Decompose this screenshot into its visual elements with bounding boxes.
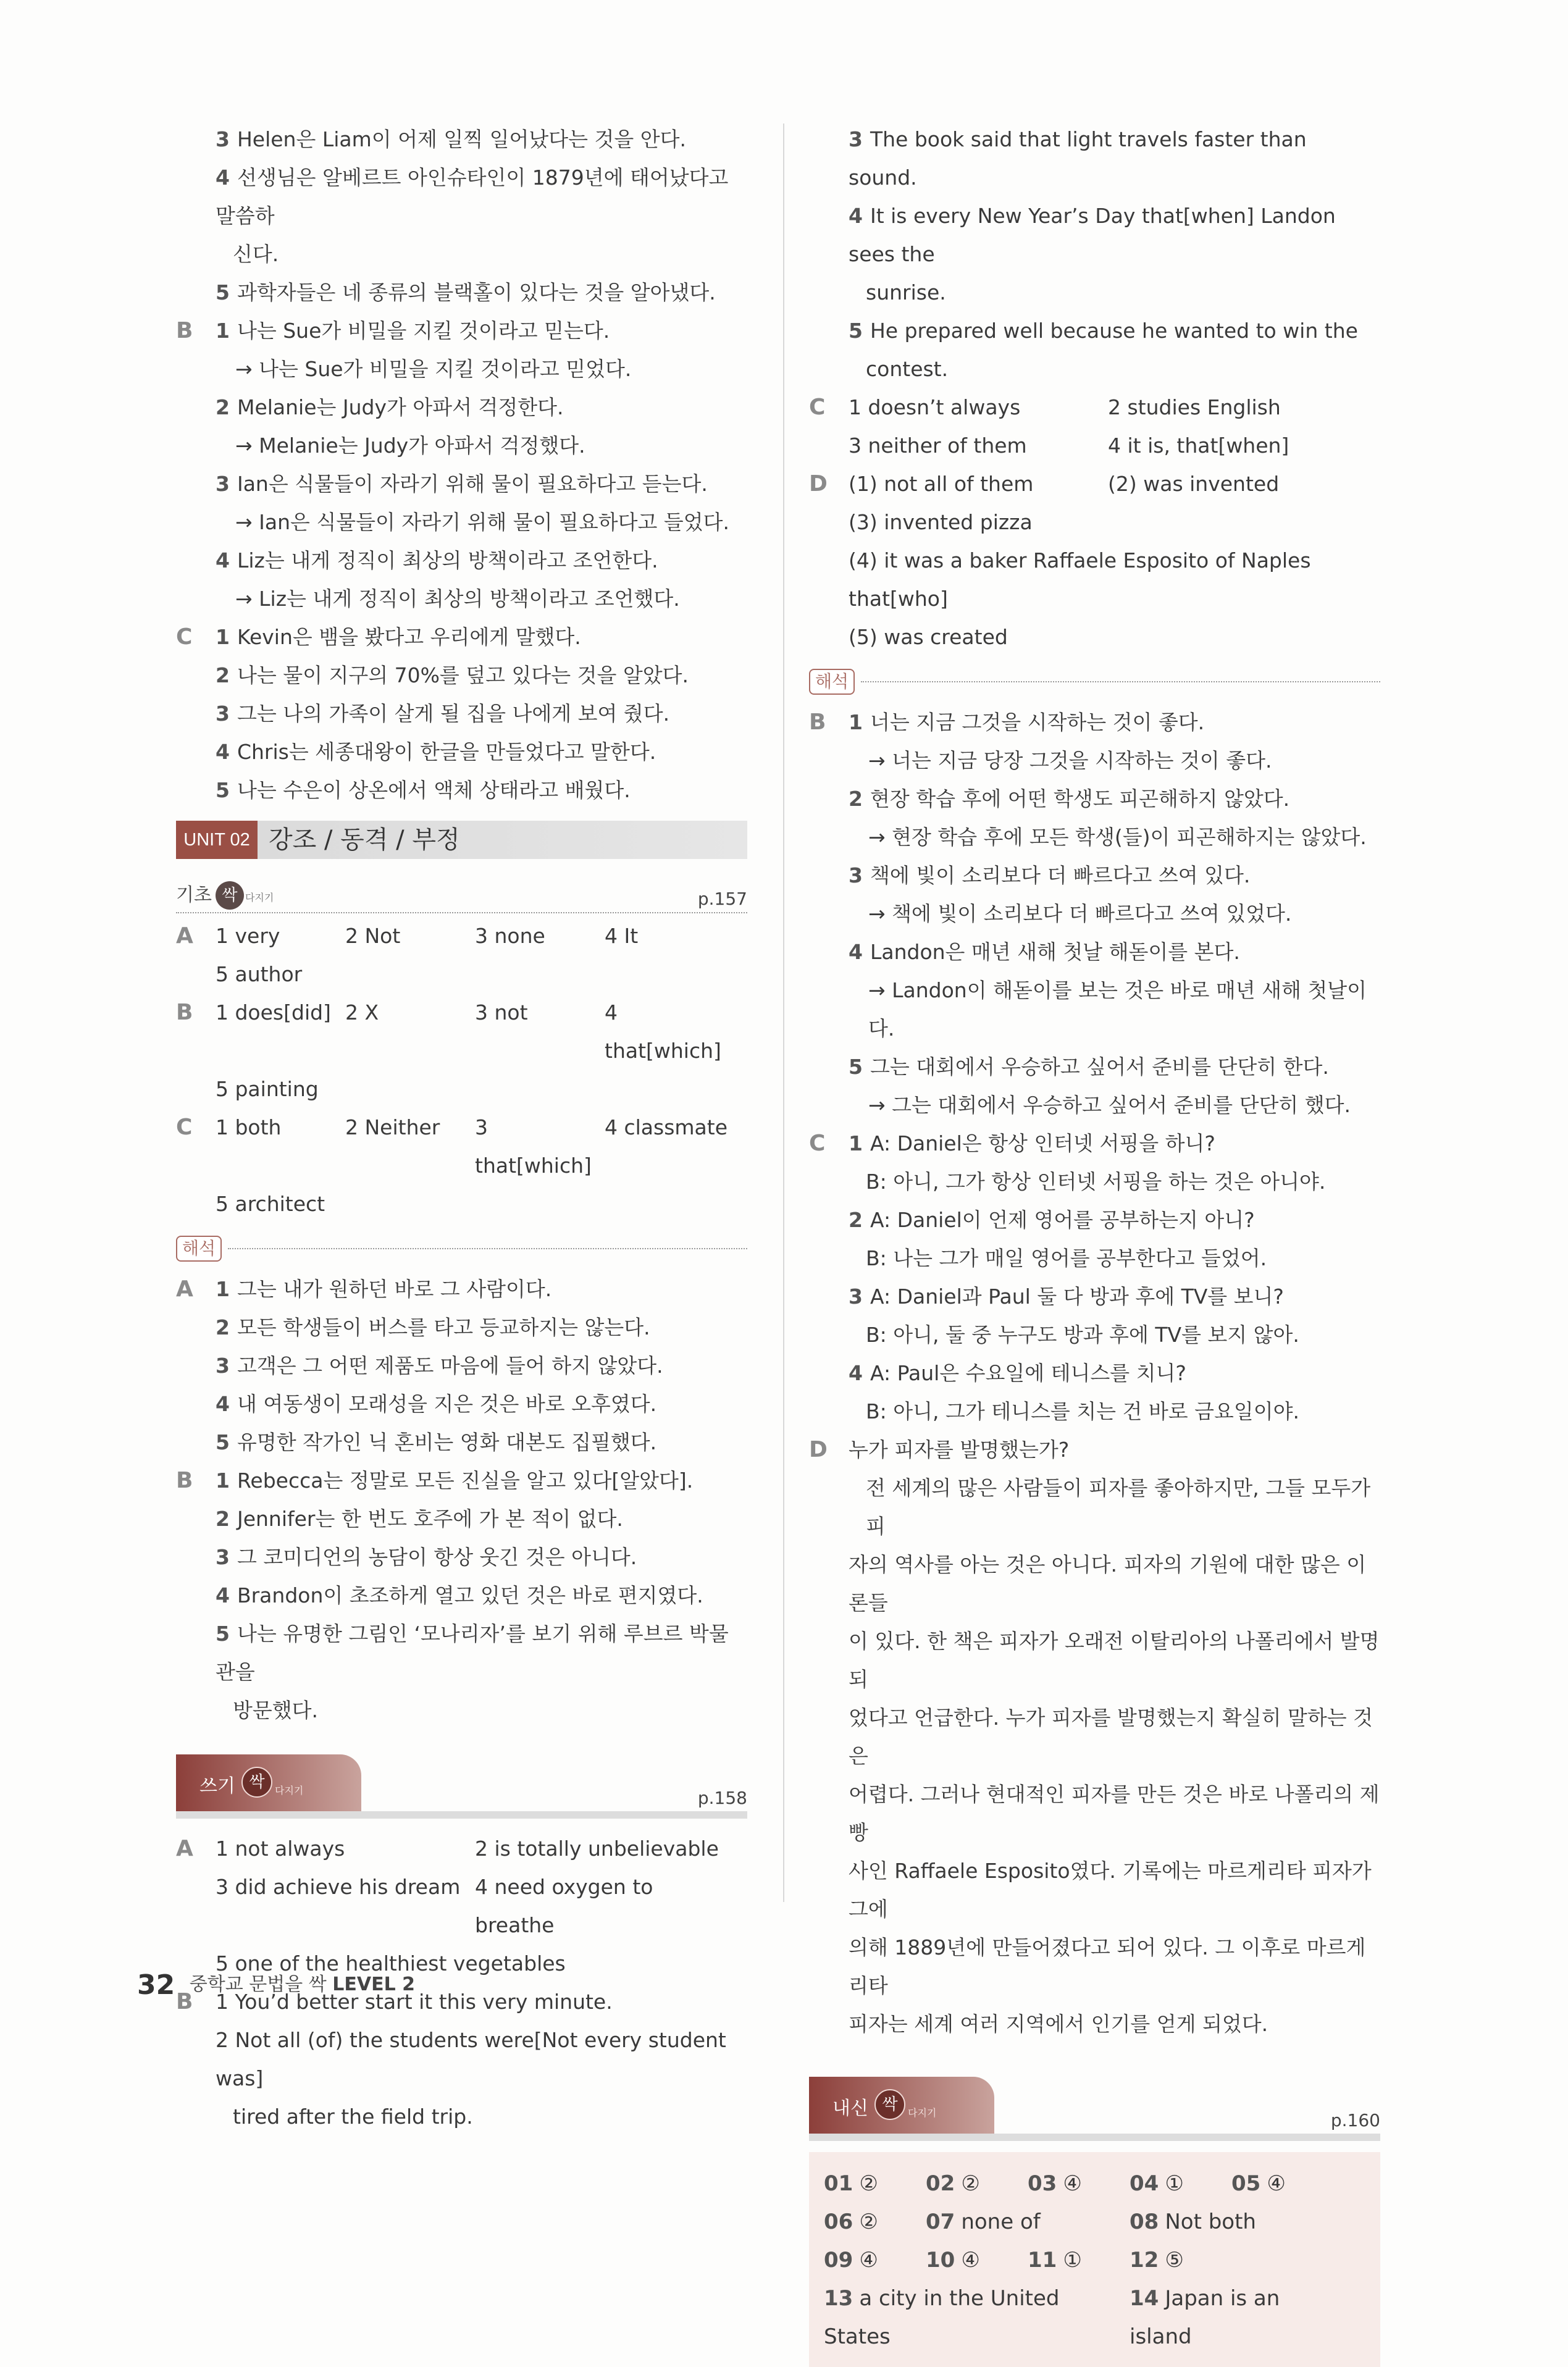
- list-item: 4 내 여동생이 모래성을 지은 것은 바로 오후였다.: [216, 1392, 657, 1416]
- answer-cell: 07 none of: [926, 2210, 1041, 2234]
- answer-cell: 12 ⑤: [1130, 2248, 1184, 2273]
- answer-row: (3) invented pizza: [849, 510, 1033, 534]
- unit-header: [176, 821, 747, 859]
- answer-row: 1 very 2 Not 3 none 4 It: [216, 924, 639, 948]
- list-item: 5 그는 대회에서 우승하고 싶어서 준비를 단단히 한다.: [849, 1055, 1329, 1079]
- passage-line: 자의 역사를 아는 것은 아니다. 피자의 기원에 대한 많은 이론들: [849, 1552, 1367, 1615]
- list-item: 5 He prepared well because he wanted to win the: [849, 319, 1358, 343]
- list-item: 5 나는 수은이 상온에서 액체 상태라고 배웠다.: [216, 778, 631, 802]
- answer-row: 1 does[did] 2 X 3 not 4 that[which]: [216, 1000, 721, 1063]
- arrow-line: → 나는 Sue가 비밀을 지킬 것이라고 믿었다.: [235, 357, 632, 381]
- unit-tag: UNIT 02: [176, 821, 258, 859]
- arrow-line: → Ian은 식물들이 자라기 위해 물이 필요하다고 들었다.: [235, 510, 729, 534]
- left-top-items: [176, 120, 747, 312]
- passage-line: 사인 Raffaele Esposito였다. 기록에는 마르게리타 피자가 그에: [849, 1859, 1372, 1921]
- list-item: 4 Landon은 매년 새해 첫날 해돋이를 본다.: [849, 940, 1240, 964]
- list-item: 4 Liz는 내게 정직이 최상의 방책이라고 조언한다.: [216, 548, 658, 572]
- list-item: 1 나는 Sue가 비밀을 지킬 것이라고 믿는다.: [216, 319, 610, 343]
- dialog-question: 3 A: Daniel과 Paul 둘 다 방과 후에 TV를 보니?: [849, 1284, 1284, 1309]
- section-tab: 쓰기 싹 다지기: [176, 1754, 361, 1811]
- section-letter: B: [176, 318, 193, 343]
- list-item: 2 모든 학생들이 버스를 타고 등교하지는 않는다.: [216, 1315, 650, 1339]
- translation-a: A 1 그는 내가 원하던 바로 그 사람이다. 2 모든 학생들이 버스를 타고 등교하지는 않는다. 3 고객은 그 어떤 제품도 마음에 들어 하지 않았다. 4 내 여동생이 모래성을 지은 것은 바로 오후였다. 5 유명한 작가인 닉 혼비는 영화 대본도 집필했다.: [176, 1270, 747, 1462]
- arrow-line: → 그는 대회에서 우승하고 싶어서 준비를 단단히 했다.: [868, 1093, 1351, 1117]
- dialog-question: 1 A: Daniel은 항상 인터넷 서핑을 하니?: [849, 1131, 1215, 1155]
- list-item: 5 과학자들은 네 종류의 블랙홀이 있다는 것을 알아냈다.: [216, 280, 716, 304]
- answer-row: 1 not always 2 is totally unbelievable: [216, 1837, 719, 1861]
- answer-row: [824, 2241, 1365, 2279]
- answer-row: 1 doesn’t always 2 studies English: [849, 395, 1281, 419]
- answer-row: 5 painting: [216, 1077, 319, 1101]
- list-item: 1 Rebecca는 정말로 모든 진실을 알고 있다[알았다].: [216, 1468, 694, 1493]
- translation-header: [176, 1236, 747, 1263]
- answer-row: 1 both 2 Neither 3 that[which] 4 classmate: [216, 1115, 728, 1178]
- book-title: 중학교 문법을 싹: [189, 1974, 327, 1995]
- list-item: 3 그는 나의 가족이 살게 될 집을 나에게 보여 줬다.: [216, 702, 670, 726]
- ssak-badge-icon: 싹: [874, 2089, 905, 2120]
- answer-row: 3 did achieve his dream 4 need oxygen to breathe: [216, 1875, 653, 1937]
- answer-cell: 10 ④: [926, 2248, 980, 2273]
- translation-c: C 1 A: Daniel은 항상 인터넷 서핑을 하니? B: 아니, 그가 항상 인터넷 서핑을 하는 것은 아니야. 2 A: Daniel이 언제 영어를 공부하는지 아니? B: 나는 그가 매일 영어를 공부한다고 들었어. 3 A: Daniel과 Paul 둘 다 방과 후에 TV를 보니? B: 아니, 둘 중 누구도 방과 후에 TV를 보지 않아. 4 A: Paul은 수요일에 테니스를 치니? B: 아니, 그가 테니스를 치는 건 바로 금요일이야.: [809, 1125, 1380, 1431]
- passage-line: 었다고 언급한다. 누가 피자를 발명했는지 확실히 말하는 것은: [849, 1706, 1373, 1768]
- list-item: 3 The book said that light travels faster than sound.: [849, 127, 1307, 190]
- list-item: 5 나는 유명한 그림인 ‘모나리자’를 보기 위해 루브르 박물관을: [216, 1622, 729, 1684]
- answer-row: 3 neither of them 4 it is, that[when]: [849, 434, 1289, 458]
- section-b: [176, 312, 747, 618]
- dialog-question: 2 A: Daniel이 언제 영어를 공부하는지 아니?: [849, 1208, 1255, 1232]
- kicho-answers-b: B 1 does[did] 2 X 3 not 4 that[which] 5 painting: [176, 994, 747, 1108]
- passage-line: 피자는 세계 여러 지역에서 인기를 얻게 되었다.: [849, 2012, 1268, 2036]
- dotted-divider: [228, 1248, 747, 1249]
- haeseok-badge: 해석: [809, 669, 855, 695]
- list-item-continuation: 신다.: [233, 242, 279, 266]
- list-item: 5 유명한 작가인 닉 혼비는 영화 대본도 집필했다.: [216, 1430, 657, 1454]
- page-number: 32: [137, 1969, 175, 2001]
- section-c: [176, 618, 747, 810]
- answer-cell: 03 ④: [1028, 2171, 1082, 2196]
- dialog-answer: B: 아니, 그가 항상 인터넷 서핑을 하는 것은 아니야.: [866, 1170, 1326, 1194]
- answer-cell: 11 ①: [1028, 2248, 1082, 2273]
- list-item: 4 It is every New Year’s Day that[when] Landon sees the: [849, 204, 1336, 266]
- dialog-question: 4 A: Paul은 수요일에 테니스를 치니?: [849, 1361, 1186, 1385]
- answer-row: (1) not all of them (2) was invented: [849, 472, 1280, 496]
- list-item: 3 Helen은 Liam이 어제 일찍 일어났다는 것을 안다.: [216, 127, 686, 151]
- dialog-answer: B: 나는 그가 매일 영어를 공부한다고 들었어.: [866, 1246, 1267, 1270]
- list-item-continuation: 방문했다.: [233, 1698, 319, 1722]
- dialog-answer: B: 아니, 그가 테니스를 치는 건 바로 금요일이야.: [866, 1399, 1299, 1423]
- dialog-answer: B: 아니, 둘 중 누구도 방과 후에 TV를 보지 않아.: [866, 1323, 1299, 1347]
- list-item: 1 그는 내가 원하던 바로 그 사람이다.: [216, 1277, 552, 1301]
- list-item: 4 Chris는 세종대왕이 한글을 만들었다고 말한다.: [216, 740, 656, 764]
- page-reference: p.157: [697, 889, 747, 909]
- arrow-line: → Melanie는 Judy가 아파서 걱정했다.: [235, 434, 585, 458]
- ssak-badge-icon: 싹: [241, 1767, 272, 1798]
- answer-row: [824, 2279, 1365, 2356]
- right-top-items: [809, 120, 1380, 388]
- translation-header: [809, 669, 1380, 696]
- answer-cell: 01 ②: [824, 2171, 878, 2196]
- answers-c: C 1 doesn’t always 2 studies English 3 neither of them 4 it is, that[when]: [809, 388, 1380, 465]
- list-item: 3 고객은 그 어떤 제품도 마음에 들어 하지 않았다.: [216, 1354, 663, 1378]
- book-level: LEVEL 2: [332, 1974, 416, 1995]
- passage-line: 전 세계의 많은 사람들이 피자를 좋아하지만, 그들 모두가 피: [866, 1476, 1371, 1538]
- arrow-line: → 책에 빛이 소리보다 더 빠르다고 쓰여 있었다.: [868, 902, 1292, 926]
- naesin-section-header: [809, 2074, 1380, 2141]
- answer-continuation: tired after the field trip.: [233, 2105, 473, 2129]
- arrow-line: → 현장 학습 후에 모든 학생(들)이 피곤해하지는 않았다.: [868, 825, 1367, 849]
- list-item: 1 너는 지금 그것을 시작하는 것이 좋다.: [849, 710, 1205, 734]
- list-item: 2 현장 학습 후에 어떤 학생도 피곤해하지 않았다.: [849, 787, 1290, 811]
- list-item: 2 Jennifer는 한 번도 호주에 가 본 적이 없다.: [216, 1507, 623, 1531]
- column-divider: [783, 124, 784, 1902]
- passage-title: 누가 피자를 발명했는가?: [849, 1438, 1070, 1462]
- answer-cell: 05 ④: [1231, 2171, 1286, 2196]
- answer-row: 5 architect: [216, 1192, 325, 1216]
- answer-cell: 09 ④: [824, 2248, 878, 2273]
- answer-row: 5 author: [216, 962, 303, 986]
- list-item: 2 Melanie는 Judy가 아파서 걱정한다.: [216, 395, 564, 419]
- answer-cell: 02 ②: [926, 2171, 980, 2196]
- arrow-line: → Liz는 내게 정직이 최상의 방책이라고 조언했다.: [235, 587, 680, 611]
- arrow-line: → Landon이 해돋이를 보는 것은 바로 매년 새해 첫날이다.: [868, 978, 1367, 1041]
- list-item-continuation: sunrise.: [866, 280, 946, 304]
- section-letter: C: [176, 624, 193, 650]
- dotted-divider: [861, 681, 1380, 682]
- answer-row: (5) was created: [849, 625, 1008, 649]
- haeseok-badge: 해석: [176, 1236, 222, 1262]
- left-column: [176, 120, 747, 2136]
- passage-line: 의해 1889년에 만들어졌다고 되어 있다. 그 이후로 마르게리타: [849, 1935, 1366, 1998]
- sseugi-answers-b: B 1 You’d better start it this very minute. 2 Not all (of) the students were[Not every student was] tired after the field trip.: [176, 1983, 747, 2136]
- ssak-badge-icon: 싹: [216, 881, 244, 910]
- kicho-answers-c: C 1 both 2 Neither 3 that[which] 4 classmate 5 architect: [176, 1108, 747, 1223]
- answer-row: 5 one of the healthiest vegetables: [216, 1951, 566, 1975]
- list-item: 4 선생님은 알베르트 아인슈타인이 1879년에 태어났다고 말씀하: [216, 165, 729, 228]
- list-item: 3 책에 빛이 소리보다 더 빠르다고 쓰여 있다.: [849, 863, 1251, 887]
- kicho-section-header: 기초 싹 다지기 p.157: [176, 876, 747, 913]
- answer-cell: 13 a city in the United States: [824, 2286, 1060, 2349]
- translation-d: D 누가 피자를 발명했는가? 전 세계의 많은 사람들이 피자를 좋아하지만, 그들 모두가 피 자의 역사를 아는 것은 아니다. 피자의 기원에 대한 많은 이론들 이 있다. 한 책은 피자가 오래전 이탈리아의 나폴리에서 발명되 었다고 언급한다. 누가 피자를 발명했는지 확실히 말하는 것은 어렵다. 그러나 현대적인 피자를 만든 것은 바로 나폴리의 제빵 사인 Raffaele Esposito였다. 기록에는 마르게리타 피자가 그에 의해 1889년에 만들어졌다고 되어 있다. 그 이후로 마르게리타 피자는 세계 여러 지역에서 인기를 얻게 되었다.: [809, 1431, 1380, 2043]
- answer-cell: 06 ②: [824, 2210, 878, 2234]
- answer-cell: 14 Japan is an island: [1130, 2286, 1280, 2349]
- answer-row: 1 You’d better start it this very minute.: [216, 1990, 613, 2014]
- list-item: 1 Kevin은 뱀을 봤다고 우리에게 말했다.: [216, 625, 581, 649]
- list-item: 2 나는 물이 지구의 70%를 덮고 있다는 것을 알았다.: [216, 663, 689, 687]
- translation-b: B 1 Rebecca는 정말로 모든 진실을 알고 있다[알았다]. 2 Jennifer는 한 번도 호주에 가 본 적이 없다. 3 그 코미디언의 농담이 항상 웃긴 것은 아니다. 4 Brandon이 초조하게 열고 있던 것은 바로 편지였다. 5 나는 유명한 그림인 ‘모나리자’를 보기 위해 루브르 박물관을 방문했다.: [176, 1462, 747, 1730]
- answer-row: [824, 2203, 1365, 2241]
- page-reference: p.160: [1330, 2110, 1380, 2130]
- list-item-continuation: contest.: [866, 357, 949, 381]
- sseugi-answers-a: A 1 not always 2 is totally unbelievable 3 did achieve his dream 4 need oxygen to breathe 5 one of the healthiest vegetables: [176, 1830, 747, 1983]
- naesin-answer-box: [809, 2152, 1380, 2367]
- list-item: 4 Brandon이 초조하게 열고 있던 것은 바로 편지였다.: [216, 1583, 703, 1607]
- answer-cell: 04 ①: [1130, 2171, 1184, 2196]
- right-column: [809, 120, 1380, 2367]
- kicho-answers-a: A 1 very 2 Not 3 none 4 It 5 author: [176, 917, 747, 994]
- sseugi-section-header: [176, 1752, 747, 1819]
- page-footer: [137, 1969, 415, 2001]
- answer-row: (4) it was a baker Raffaele Esposito of Naples that[who]: [849, 548, 1311, 611]
- translation-b: B 1 너는 지금 그것을 시작하는 것이 좋다. → 너는 지금 당장 그것을 시작하는 것이 좋다. 2 현장 학습 후에 어떤 학생도 피곤해하지 않았다. → 현장 학습 후에 모든 학생(들)이 피곤해하지는 않았다. 3 책에 빛이 소리보다 더 빠르다고 쓰여 있다. → 책에 빛이 소리보다 더 빠르다고 쓰여 있었다. 4 Landon은 매년 새해 첫날 해돋이를 본다. → Landon이 해돋이를 보는 것은 바로 매년 새해 첫날이다. 5 그는 대회에서 우승하고 싶어서 준비를 단단히 한다. → 그는 대회에서 우승하고 싶어서 준비를 단단히 했다.: [809, 703, 1380, 1125]
- unit-title: 강조 / 동격 / 부정: [269, 826, 460, 854]
- list-item: 3 Ian은 식물들이 자라기 위해 물이 필요하다고 듣는다.: [216, 472, 708, 496]
- answer-row: [824, 2164, 1365, 2203]
- section-tab: 내신 싹 다지기: [809, 2077, 994, 2134]
- passage-line: 어렵다. 그러나 현대적인 피자를 만든 것은 바로 나폴리의 제빵: [849, 1782, 1380, 1845]
- list-item: 3 그 코미디언의 농담이 항상 웃긴 것은 아니다.: [216, 1545, 637, 1569]
- page-reference: p.158: [697, 1788, 747, 1808]
- answers-d: D (1) not all of them (2) was invented (3) invented pizza (4) it was a baker Raffaele Esposito of Naples that[who] (5) was created: [809, 465, 1380, 656]
- passage-line: 이 있다. 한 책은 피자가 오래전 이탈리아의 나폴리에서 발명되: [849, 1629, 1380, 1691]
- arrow-line: → 너는 지금 당장 그것을 시작하는 것이 좋다.: [868, 748, 1272, 773]
- answer-cell: 08 Not both: [1130, 2210, 1256, 2234]
- answer-row: 2 Not all (of) the students were[Not every student was]: [216, 2028, 726, 2090]
